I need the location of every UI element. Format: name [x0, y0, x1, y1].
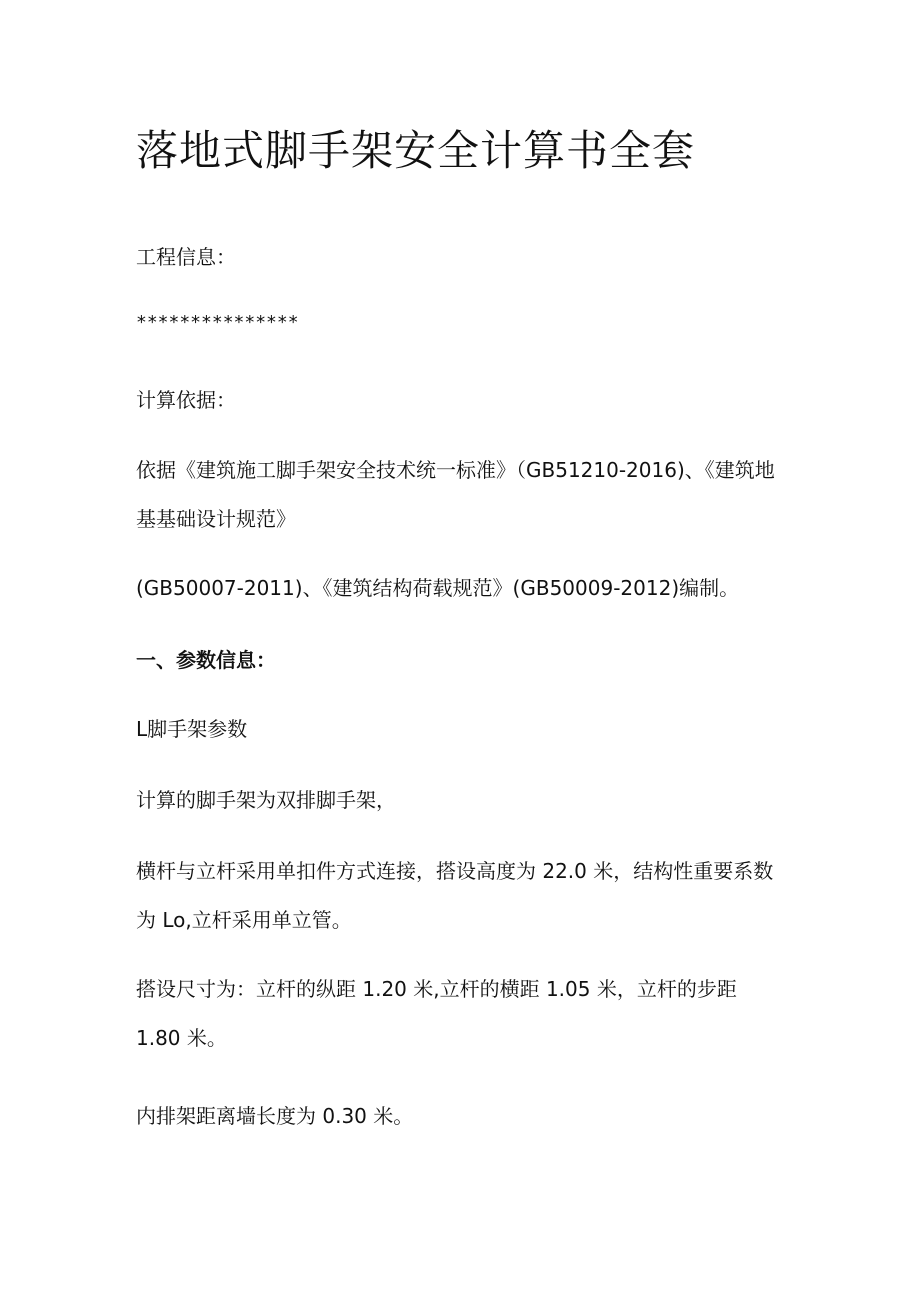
paragraph-connection-line-2: 为 Lo,立杆采用单立管。 — [136, 908, 352, 932]
basis-text-line-2: 基基础设计规范》 — [136, 507, 296, 531]
paragraph-dimensions-line-1: 搭设尺寸为：立杆的纵距 1.20 米,立杆的横距 1.05 米，立杆的步距 — [136, 977, 737, 1001]
paragraph-dimensions-line-2: 1.80 米。 — [136, 1026, 227, 1050]
basis-text-line-1: 依据《建筑施工脚手架安全技术统一标准》（GB51210-2016)、《建筑地 — [136, 458, 775, 482]
calculation-basis-label: 计算依据： — [136, 388, 236, 412]
subsection-heading-scaffold-parameters: L脚手架参数 — [136, 717, 248, 741]
paragraph-connection-line-1: 横杆与立杆采用单扣件方式连接，搭设高度为 22.0 米，结构性重要系数 — [136, 859, 774, 883]
section-heading-parameters: 一、参数信息： — [136, 648, 276, 672]
paragraph-wall-distance: 内排架距离墙长度为 0.30 米。 — [136, 1104, 414, 1128]
document-title: 落地式脚手架安全计算书全套 — [136, 126, 696, 175]
paragraph-scaffold-type: 计算的脚手架为双排脚手架， — [136, 788, 396, 812]
project-info-label: 工程信息： — [136, 245, 236, 269]
project-info-value: *************** — [136, 312, 299, 333]
basis-text-line-3: (GB50007-2011)、《建筑结构荷载规范》(GB50009-2012)编制。 — [136, 576, 740, 600]
